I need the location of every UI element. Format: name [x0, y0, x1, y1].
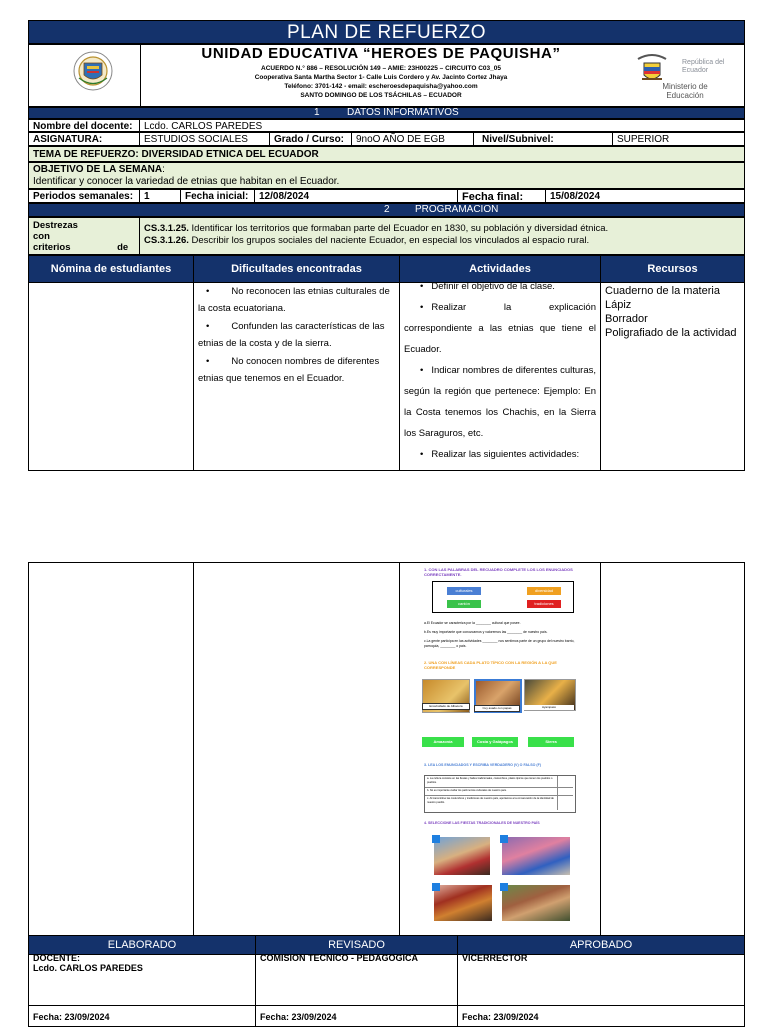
- destreza-code: CS.3.1.25.: [144, 223, 189, 234]
- grado-value: 9noO AÑO DE EGB: [351, 132, 474, 146]
- dish-label: Cuy asado con papas: [474, 705, 520, 712]
- td-dificultades-cont: [193, 562, 400, 936]
- fecha-inicial-label: Fecha inicial:: [180, 189, 255, 203]
- worksheet-image: [420, 563, 582, 935]
- th-aprobado: APROBADO: [457, 935, 745, 955]
- plan-title-bar: [28, 20, 745, 44]
- fecha-final-label: Fecha final:: [457, 189, 546, 203]
- tf-row: b. No es importante cuidar los patrimonios culturales de nuestro país.: [427, 789, 507, 792]
- school-name: UNIDAD EDUCATIVA “HEROES DE PAQUISHA”: [201, 45, 561, 62]
- list-item: • Definir el objetivo de la clase.: [404, 276, 596, 297]
- th-nomina: Nómina de estudiantes: [28, 255, 194, 283]
- school-info: [142, 45, 620, 106]
- worksheet-q2: 2. UNA CON LÍNEAS CADA PLATO TÍPICO CON LA REGIÓN A LA QUE CORRESPONDE: [424, 660, 557, 670]
- festival-photo: [502, 837, 570, 875]
- th-revisado: REVISADO: [255, 935, 458, 955]
- recursos-list: [605, 284, 740, 340]
- destreza-text: Describir los grupos sociales del naciente Ecuador, en especial los vinculados al espacio rural.: [188, 235, 590, 246]
- tf-row: c. Al transmitirse las costumbres y tradiciones de nuestro país, aportamos a la conservación de la identidad de nuestro pueblo.: [427, 797, 554, 804]
- word-chip: tradiciones: [527, 600, 561, 608]
- section-number: 2: [384, 204, 390, 215]
- elaborado-name: Lcdo. CARLOS PAREDES: [33, 963, 143, 973]
- list-item: Cuaderno de la materia: [605, 285, 720, 297]
- fecha-inicial-value: 12/08/2024: [254, 189, 458, 203]
- worksheet-q3: 3. LEA LOS ENUNCIADOS Y ESCRIBA VERDADERO (V) O FALSO (F): [424, 763, 542, 767]
- elaborado-role: DOCENTE:: [33, 953, 80, 963]
- nivel-label: Nivel/Subnivel:: [473, 132, 613, 146]
- bullet-icon: •: [420, 449, 424, 460]
- worksheet-q1: 1. CON LAS PALABRAS DEL RECUADRO COMPLETE LOS LOS ENUNCIADOS CORRECTAMENTE.: [424, 567, 573, 577]
- destreza-item: [144, 223, 740, 235]
- list-item: • Realizar las siguientes actividades:: [404, 444, 596, 465]
- plan-title: PLAN DE REFUERZO: [286, 22, 487, 43]
- destrezas-label: [28, 217, 140, 255]
- td-nomina: [28, 282, 194, 471]
- worksheet-sentence: a.El Ecuador se caracteriza por la ________ cultural que posee.: [424, 621, 521, 625]
- fecha-revisado: Fecha: 23/09/2024: [255, 1005, 458, 1027]
- list-item: Lápiz: [605, 299, 632, 311]
- td-recursos: [600, 282, 745, 471]
- objetivo-block: [28, 162, 745, 189]
- checkbox-icon: [500, 835, 508, 843]
- th-recursos: Recursos: [600, 255, 745, 283]
- list-item: • No conocen nombres de diferentes etnias que tenemos en el Ecuador.: [198, 356, 380, 384]
- tf-row: a. La cultura consiste en las fiestas y bailes tradicionales, costumbres, platos típicos que tienen los pueblos o pueblos.: [427, 777, 553, 784]
- docente-label: Nombre del docente:: [28, 119, 140, 132]
- destreza-item: [144, 235, 740, 247]
- word-box: [432, 581, 574, 613]
- objetivo-text: Identificar y conocer la variedad de etnias que habitan en el Ecuador.: [33, 176, 340, 187]
- ministry-name: Ministerio de Educación: [662, 82, 708, 100]
- td-actividades: [399, 282, 601, 471]
- destrezas-content: [139, 217, 745, 255]
- destrezas-label-line2: criterios de: [33, 242, 129, 253]
- fecha-final-value: 15/08/2024: [545, 189, 745, 203]
- asignatura-label: ASIGNATURA:: [28, 132, 140, 146]
- bullet-icon: •: [206, 286, 210, 297]
- dificultades-list: [198, 283, 395, 387]
- objetivo-label: OBJETIVO DE LA SEMANA: [33, 164, 163, 175]
- list-item: • Realizar la explicación correspondiente a las etnias que tiene el Ecuador.: [404, 302, 596, 355]
- list-item: • Confunden las características de las etnias de la costa y de la sierra.: [198, 321, 385, 349]
- bullet-icon: •: [420, 302, 424, 313]
- ministry-country: República del Ecuador: [682, 59, 725, 74]
- periodos-label: Periodos semanales:: [28, 189, 140, 203]
- list-item: Poligrafiado de la actividad: [605, 327, 737, 339]
- tf-table: [424, 775, 576, 813]
- festival-photo: [434, 837, 490, 875]
- grado-label: Grado / Curso:: [269, 132, 352, 146]
- list-item: Borrador: [605, 313, 648, 325]
- list-item: • Indicar nombres de diferentes culturas, según la región que pertenece: Ejemplo: En la Costa tenemos los Chachis, en la Sierra los Saraguros, etc.: [404, 365, 596, 439]
- periodos-value: 1: [139, 189, 181, 203]
- word-chip: diversidad: [527, 587, 561, 595]
- worksheet-sentence: c.La gente participa en las actividades ________ nos sentimos parte de un grupo del nuestro barrio, parroquia, ________ o país.: [424, 639, 575, 648]
- school-contact: Teléfono: 3701-142 - email: escheroesdepaquisha@yahoo.com: [284, 83, 478, 90]
- th-actividades: Actividades: [399, 255, 601, 283]
- region-chip: Sierra: [528, 737, 574, 747]
- section-number: 1: [314, 107, 320, 118]
- school-location: SANTO DOMINGO DE LOS TSÁCHILAS – ECUADOR: [300, 92, 462, 99]
- school-header: [28, 44, 745, 107]
- region-chip: Costa y Galápagos: [472, 737, 518, 747]
- festival-photo: [502, 885, 570, 921]
- revisado-cell: [255, 954, 458, 1006]
- aprobado-role: VICERRECTOR: [462, 953, 528, 963]
- td-nomina-cont: [28, 562, 194, 936]
- section-programacion-bar: [28, 203, 745, 217]
- fecha-elaborado: Fecha: 23/09/2024: [28, 1005, 256, 1027]
- tema-refuerzo: TEMA DE REFUERZO: DIVERSIDAD ETNICA DEL ECUADOR: [28, 146, 745, 162]
- revisado-role: COMISION TECNICO - PEDAGOGICA: [260, 953, 419, 963]
- region-chip: Amazonía: [422, 737, 464, 747]
- actividades-list: [404, 276, 596, 465]
- word-chip: culturales: [447, 587, 481, 595]
- td-recursos-cont: [600, 562, 745, 936]
- elaborado-cell: [28, 954, 256, 1006]
- school-agreement: ACUERDO N.° 886 – RESOLUCIÓN 149 – AMIE: 23H00225 – CIRCUITO C03_05: [261, 65, 501, 72]
- bullet-icon: •: [206, 356, 210, 367]
- worksheet-q4: 4. SELECCIONE LAS FIESTAS TRADICIONALES DE NUESTRO PAÍS: [424, 821, 540, 825]
- worksheet-sentence: b.Es muy importante que conozcamos y valoremos las ________ de nuestro país.: [424, 630, 548, 634]
- list-item: • No reconocen las etnias culturales de la costa ecuatoriana.: [198, 286, 390, 314]
- nivel-value: SUPERIOR: [612, 132, 745, 146]
- bullet-icon: •: [206, 321, 210, 332]
- destreza-text: Identificar los territorios que formaban parte del Ecuador en 1830, su población y diversidad étnica.: [188, 223, 609, 234]
- school-address: Cooperativa Santa Martha Sector 1- Calle Luis Cordero y Av. Jacinto Cortez Jhaya: [254, 74, 508, 81]
- asignatura-value: ESTUDIOS SOCIALES: [139, 132, 270, 146]
- checkbox-icon: [432, 883, 440, 891]
- school-seal-icon: [29, 45, 141, 106]
- checkbox-icon: [500, 883, 508, 891]
- dish-label: Encebollado de Albacora: [422, 703, 470, 710]
- destrezas-label-line1: Destrezas con: [33, 220, 78, 242]
- school-logo-cell: [29, 45, 141, 106]
- td-dificultades: [193, 282, 400, 471]
- fecha-aprobado: Fecha: 23/09/2024: [457, 1005, 745, 1027]
- bullet-icon: •: [420, 281, 424, 292]
- objetivo-colon: :: [162, 164, 165, 175]
- th-elaborado: ELABORADO: [28, 935, 256, 955]
- section-title: PROGRAMACION: [415, 204, 499, 215]
- checkbox-icon: [432, 835, 440, 843]
- section-title: DATOS INFORMATIVOS: [347, 107, 459, 118]
- word-chip: cantón: [447, 600, 481, 608]
- dish-label: Ayampaco: [524, 705, 574, 710]
- destreza-code: CS.3.1.26.: [144, 235, 189, 246]
- festival-photo: [434, 885, 492, 921]
- docente-value: Lcdo. CARLOS PAREDES: [139, 119, 745, 132]
- th-dificultades: Dificultades encontradas: [193, 255, 400, 283]
- aprobado-cell: [457, 954, 745, 1006]
- section-datos-bar: [28, 107, 745, 119]
- ministry-logo-cell: [620, 45, 744, 106]
- bullet-icon: •: [420, 365, 424, 376]
